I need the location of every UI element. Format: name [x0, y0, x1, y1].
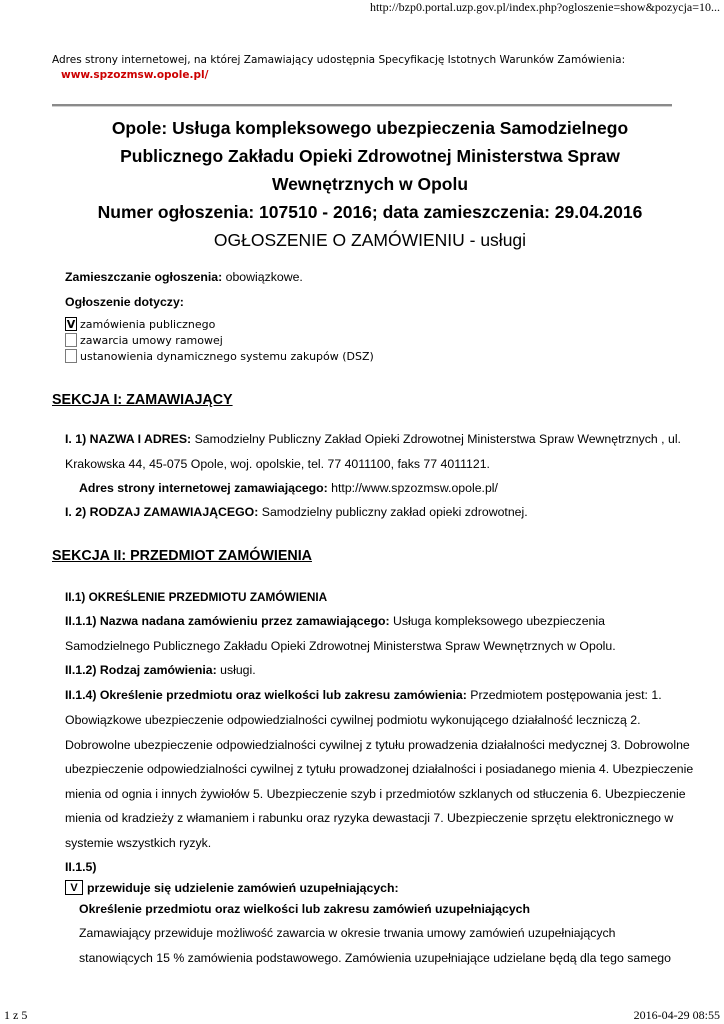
- authority-website-label: Adres strony internetowej zamawiającego:: [79, 481, 328, 495]
- scope-line: ubezpieczenie odpowiedzialności cywilnej z tytułu prowadzonej działalności i posiadanego mienia 4. Ubezpieczenie: [65, 762, 694, 776]
- header-divider: [52, 104, 672, 107]
- scope-label: II.1.4) Określenie przedmiotu oraz wielkości lub zakresu zamówienia:: [65, 688, 467, 702]
- scope-line: Obowiązkowe ubezpieczenie odpowiedzialności cywilnej podmiotu wykonującego działalność leczniczą 2.: [65, 713, 641, 727]
- contract-name-row: [65, 614, 605, 628]
- contract-name-continued: Samodzielnego Publicznego Zakładu Opieki Zdrowotnej Ministerstwa Spraw Wewnętrznych w Opolu.: [65, 639, 616, 653]
- scope-row: [65, 688, 662, 702]
- option-label: zamówienia publicznego: [80, 317, 216, 331]
- placement-value: obowiązkowe.: [225, 270, 303, 284]
- notice-number-line: Numer ogłoszenia: 107510 - 2016; data zamieszczenia: 29.04.2016: [97, 202, 643, 222]
- title-line-1: Opole: Usługa kompleksowego ubezpieczenia Samodzielnego: [111, 118, 629, 138]
- additional-scope-label: Określenie przedmiotu oraz wielkości lub zakresu zamówień uzupełniających: [79, 902, 531, 916]
- subject-subheading: II.1) OKREŚLENIE PRZEDMIOTU ZAMÓWIENIA: [65, 590, 328, 604]
- section-1-heading: SEKCJA I: ZAMAWIAJĄCY: [52, 392, 233, 408]
- page-counter: 1 z 5: [4, 1008, 28, 1022]
- name-address-label: I. 1) NAZWA I ADRES:: [65, 432, 192, 446]
- print-timestamp: 2016-04-29 08:55: [633, 1008, 720, 1022]
- checkbox-empty-icon: [65, 333, 77, 347]
- authority-type-label: I. 2) RODZAJ ZAMAWIAJĄCEGO:: [65, 505, 259, 519]
- contracting-authority-name: [65, 432, 681, 446]
- scope-line: mienia od ognia i innych żywiołów 5. Ubezpieczenie szyb i przedmiotów szklanych od stłuczenia 6. Ubezpieczenie: [65, 787, 686, 801]
- additional-orders-label: przewiduje się udzielenie zamówień uzupełniających:: [87, 880, 399, 895]
- contracting-authority-address: Krakowska 44, 45-075 Opole, woj. opolskie, tel. 77 4011100, faks 77 4011121.: [65, 457, 490, 471]
- additional-orders-row: [65, 880, 399, 895]
- option-framework-agreement: [65, 333, 223, 347]
- additional-scope-line: stanowiących 15 % zamówienia podstawowego. Zamówienia uzupełniające udzielane będą dla tego samego: [79, 951, 671, 965]
- siwz-website-link[interactable]: www.spzozmsw.opole.pl/: [61, 69, 209, 81]
- scope-value: Przedmiotem postępowania jest: 1.: [470, 688, 662, 702]
- scope-line: mienia od kradzieży z włamaniem i rabunku oraz ryzyka dewastacji 7. Ubezpieczenie sprzętu elektronicznego w: [65, 811, 674, 825]
- notice-type-subtitle: OGŁOSZENIE O ZAMÓWIENIU - usługi: [213, 230, 527, 250]
- title-line-3: Wewnętrznych w Opolu: [271, 174, 469, 194]
- scope-line: Dobrowolne ubezpieczenie odpowiedzialności cywilnej z tytułu prowadzenia działalności medycznej 3. Dobrowolne: [65, 738, 690, 752]
- checkbox-checked-icon: V: [65, 880, 83, 895]
- contract-name-label: II.1.1) Nazwa nadana zamówieniu przez zamawiającego:: [65, 614, 390, 628]
- contract-kind-row: [65, 663, 256, 677]
- concerns-label: Ogłoszenie dotyczy:: [65, 295, 184, 309]
- placement-label: Zamieszczanie ogłoszenia:: [65, 270, 223, 284]
- title-line-2: Publicznego Zakładu Opieki Zdrowotnej Ministerstwa Spraw: [120, 146, 620, 166]
- placement-row: [65, 270, 303, 284]
- contract-name-value: Usługa kompleksowego ubezpieczenia: [393, 614, 605, 628]
- siwz-address-note: Adres strony internetowej, na której Zamawiający udostępnia Specyfikację Istotnych Warunków Zamówienia:: [52, 54, 626, 66]
- option-public-procurement: [65, 317, 215, 331]
- name-address-value: Samodzielny Publiczny Zakład Opieki Zdrowotnej Ministerstwa Spraw Wewnętrznych , ul.: [194, 432, 681, 446]
- authority-type-row: [65, 505, 528, 519]
- option-label: ustanowienia dynamicznego systemu zakupów (DSZ): [80, 349, 374, 363]
- checkbox-empty-icon: [65, 349, 77, 363]
- checkbox-checked-icon: V: [66, 317, 76, 331]
- additional-scope-line: Zamawiający przewiduje możliwość zawarcia w okresie trwania umowy zamówień uzupełniających: [79, 926, 616, 940]
- authority-type-value: Samodzielny publiczny zakład opieki zdrowotnej.: [261, 505, 528, 519]
- option-dynamic-purchasing: [65, 349, 374, 363]
- print-header-url: http://bzp0.portal.uzp.gov.pl/index.php?ogloszenie=show&pozycja=10...: [369, 0, 720, 14]
- item-115-label: II.1.5): [65, 860, 97, 874]
- contract-kind-value: usługi.: [220, 663, 256, 677]
- authority-website-value: http://www.spzozmsw.opole.pl/: [331, 481, 498, 495]
- option-label: zawarcia umowy ramowej: [80, 333, 223, 347]
- contract-kind-label: II.1.2) Rodzaj zamówienia:: [65, 663, 217, 677]
- authority-website-row: [79, 481, 498, 495]
- scope-line: systemie wszystkich ryzyk.: [65, 836, 212, 850]
- section-2-heading: SEKCJA II: PRZEDMIOT ZAMÓWIENIA: [52, 548, 312, 564]
- notice-title-block: [60, 114, 680, 254]
